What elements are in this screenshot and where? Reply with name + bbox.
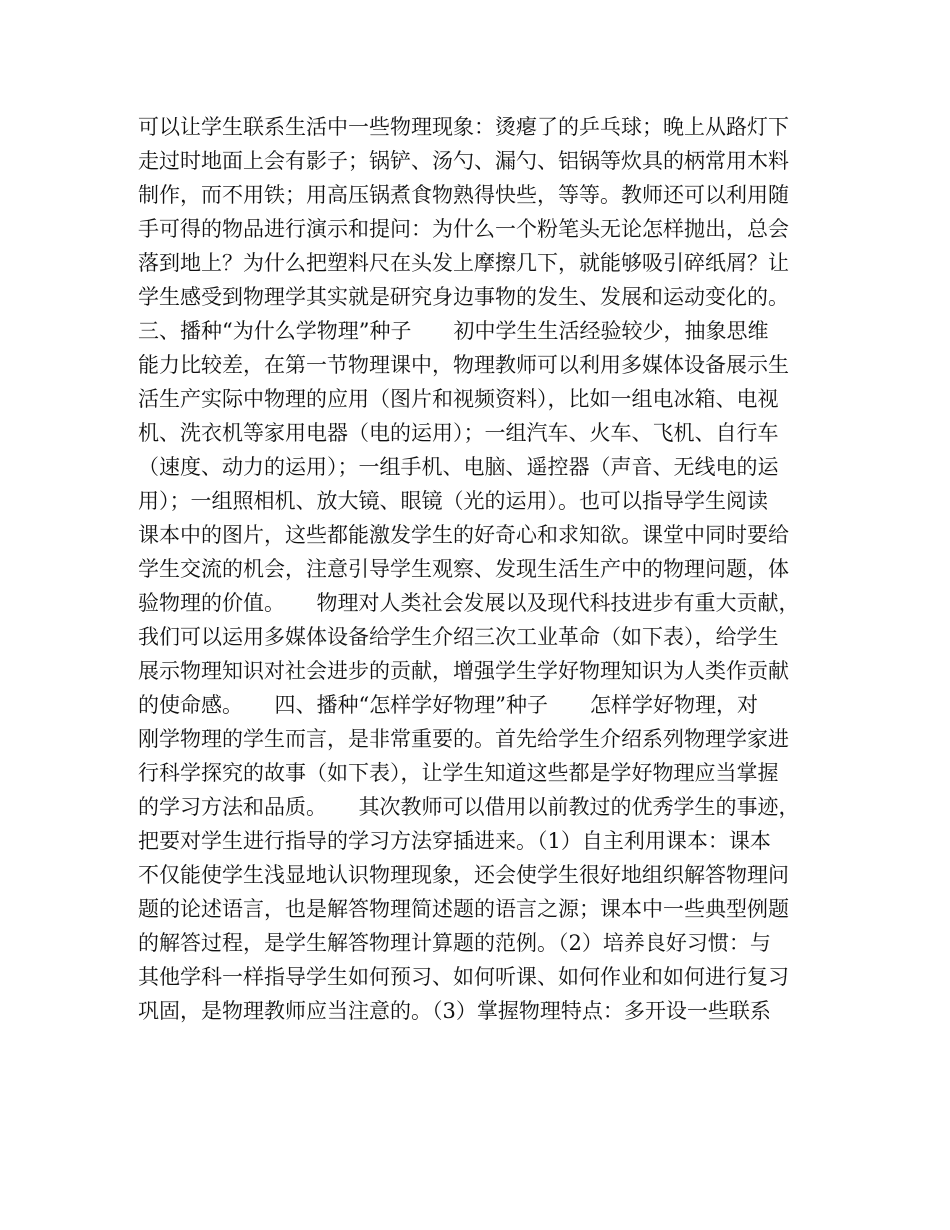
text-line: 用）；一组照相机、放大镜、眼镜（光的运用）。也可以指导学生阅读 (138, 489, 768, 513)
text-line: 走过时地面上会有影子；锅铲、汤勺、漏勺、铝锅等炊具的柄常用木料 (138, 149, 789, 173)
text-line: 题的论述语言，也是解答物理简述题的语言之源；课本中一些典型例题 (138, 897, 789, 921)
text-line: 能力比较差，在第一节物理课中，物理教师可以利用多媒体设备展示生 (138, 353, 789, 377)
text-line: 活生产实际中物理的应用（图片和视频资料），比如一组电冰箱、电视 (138, 387, 779, 411)
text-line: 的解答过程，是学生解答物理计算题的范例。（2）培养良好习惯：与 (138, 931, 771, 955)
text-line: 行科学探究的故事（如下表），让学生知道这些都是学好物理应当掌握 (138, 761, 779, 785)
text-line: 的学习方法和品质。 其次教师可以借用以前教过的优秀学生的事迹， (138, 795, 800, 819)
text-line: 手可得的物品进行演示和提问：为什么一个粉笔头无论怎样抛出，总会 (138, 217, 789, 241)
text-line: 其他学科一样指导学生如何预习、如何听课、如何作业和如何进行复习 (138, 965, 789, 989)
text-line: （速度、动力的运用）；一组手机、电脑、遥控器（声音、无线电的运 (138, 455, 779, 479)
text-line: 制作，而不用铁；用高压锅煮食物熟得快些，等等。教师还可以利用随 (138, 183, 789, 207)
body-text (138, 110, 828, 1028)
text-line: 的使命感。 四、播种“怎样学好物理”种子 怎样学好物理，对 (138, 693, 758, 717)
text-line: 不仅能使学生浅显地认识物理现象，还会使学生很好地组织解答物理问 (138, 863, 789, 887)
text-line: 机、洗衣机等家用电器（电的运用）；一组汽车、火车、飞机、自行车 (138, 421, 779, 445)
text-line: 可以让学生联系生活中一些物理现象：烫瘪了的乒乓球；晚上从路灯下 (138, 115, 789, 139)
text-line: 巩固，是物理教师应当注意的。（3）掌握物理特点：多开设一些联系 (138, 999, 771, 1023)
text-line: 刚学物理的学生而言，是非常重要的。首先给学生介绍系列物理学家进 (138, 727, 789, 751)
text-line: 我们可以运用多媒体设备给学生介绍三次工业革命（如下表），给学生 (138, 625, 779, 649)
text-line: 展示物理知识对社会进步的贡献，增强学生学好物理知识为人类作贡献 (138, 659, 789, 683)
text-line: 验物理的价值。 物理对人类社会发展以及现代科技进步有重大贡献， (138, 591, 800, 615)
text-line: 落到地上？为什么把塑料尺在头发上摩擦几下，就能够吸引碎纸屑？让 (138, 251, 789, 275)
text-line: 把要对学生进行指导的学习方法穿插进来。（1）自主利用课本：课本 (138, 829, 771, 853)
text-line: 三、播种“为什么学物理”种子 初中学生生活经验较少，抽象思维 (138, 319, 769, 343)
text-line: 学生交流的机会，注意引导学生观察、发现生活生产中的物理问题，体 (138, 557, 789, 581)
text-line: 课本中的图片，这些都能激发学生的好奇心和求知欲。课堂中同时要给 (138, 523, 789, 547)
text-line: 学生感受到物理学其实就是研究身边事物的发生、发展和运动变化的。 (138, 285, 789, 309)
